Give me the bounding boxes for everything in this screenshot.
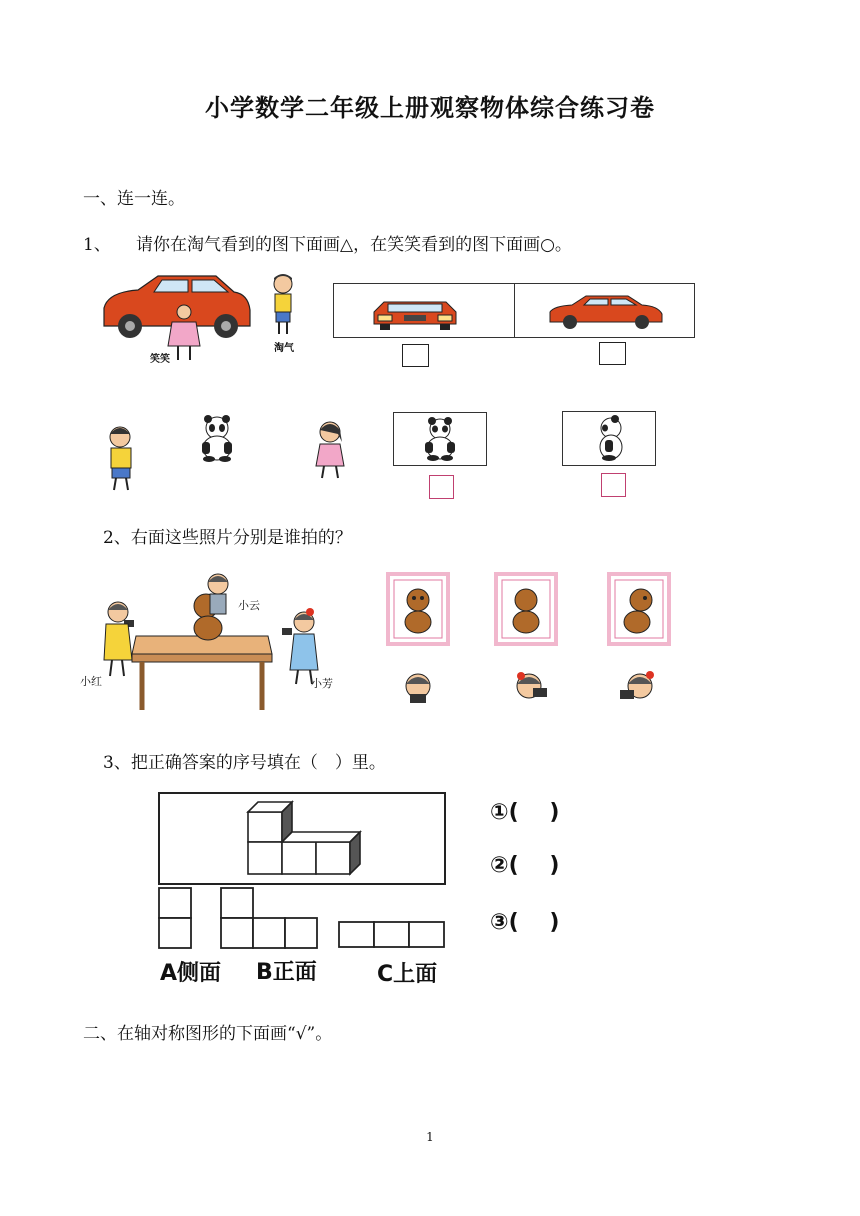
boy-illustration <box>100 424 144 492</box>
section1-heading: 一、连一连。 <box>83 189 185 209</box>
q2-text: 2、右面这些照片分别是谁拍的？ <box>103 528 352 548</box>
answer-box-car-side[interactable] <box>599 342 626 365</box>
photo-monkey-3 <box>607 572 671 646</box>
photographer-head-1 <box>402 670 434 710</box>
label-xiaoyun: 小云 <box>238 599 260 612</box>
answer-box-panda-side[interactable] <box>601 473 626 497</box>
photo-monkey-2 <box>494 572 558 646</box>
label-c-top-view: C上面 <box>377 962 438 987</box>
q3-text: 3、把正确答案的序号填在（ ）里。 <box>103 753 386 773</box>
car-front-view-image <box>370 294 460 334</box>
label-b-front-view: B正面 <box>256 960 317 985</box>
girl-illustration <box>306 420 350 482</box>
q1-text: 请你在淘气看到的图下面画△，在笑笑看到的图下面画○。 <box>136 235 572 255</box>
answer-slot-2[interactable]: ②( ) <box>490 853 560 878</box>
answer-slot-1[interactable]: ①( ) <box>490 800 560 825</box>
q1-number: 1、 <box>83 235 111 255</box>
label-xiaohong: 小红 <box>80 675 102 688</box>
answer-box-panda-front[interactable] <box>429 475 454 499</box>
label-a-side-view: A侧面 <box>160 961 222 986</box>
photo-monkey-1 <box>386 572 450 646</box>
answer-slot-3[interactable]: ③( ) <box>490 910 560 935</box>
label-xiaoxiao: 笑笑 <box>150 354 170 365</box>
panel-divider <box>514 284 515 337</box>
page-number: 1 <box>426 1130 434 1144</box>
section2-heading: 二、在轴对称图形的下面画“√”。 <box>83 1024 333 1044</box>
answer-box-car-front[interactable] <box>402 344 429 367</box>
panda-illustration <box>196 414 238 462</box>
table-scene-illustration <box>96 570 336 712</box>
photographer-head-2 <box>511 670 551 710</box>
panda-front-view-photo <box>393 412 487 466</box>
boy-taoqi-illustration <box>265 272 301 338</box>
page-title: 小学数学二年级上册观察物体综合练习卷 <box>205 93 655 122</box>
label-taoqi: 淘气 <box>274 343 294 354</box>
label-xiaofang: 小芳 <box>311 677 333 690</box>
car-with-girl-illustration <box>98 270 258 370</box>
car-side-view-image <box>546 292 666 336</box>
panda-side-view-photo <box>562 411 656 466</box>
car-views-panel <box>333 283 695 338</box>
photographer-head-3 <box>618 670 662 710</box>
